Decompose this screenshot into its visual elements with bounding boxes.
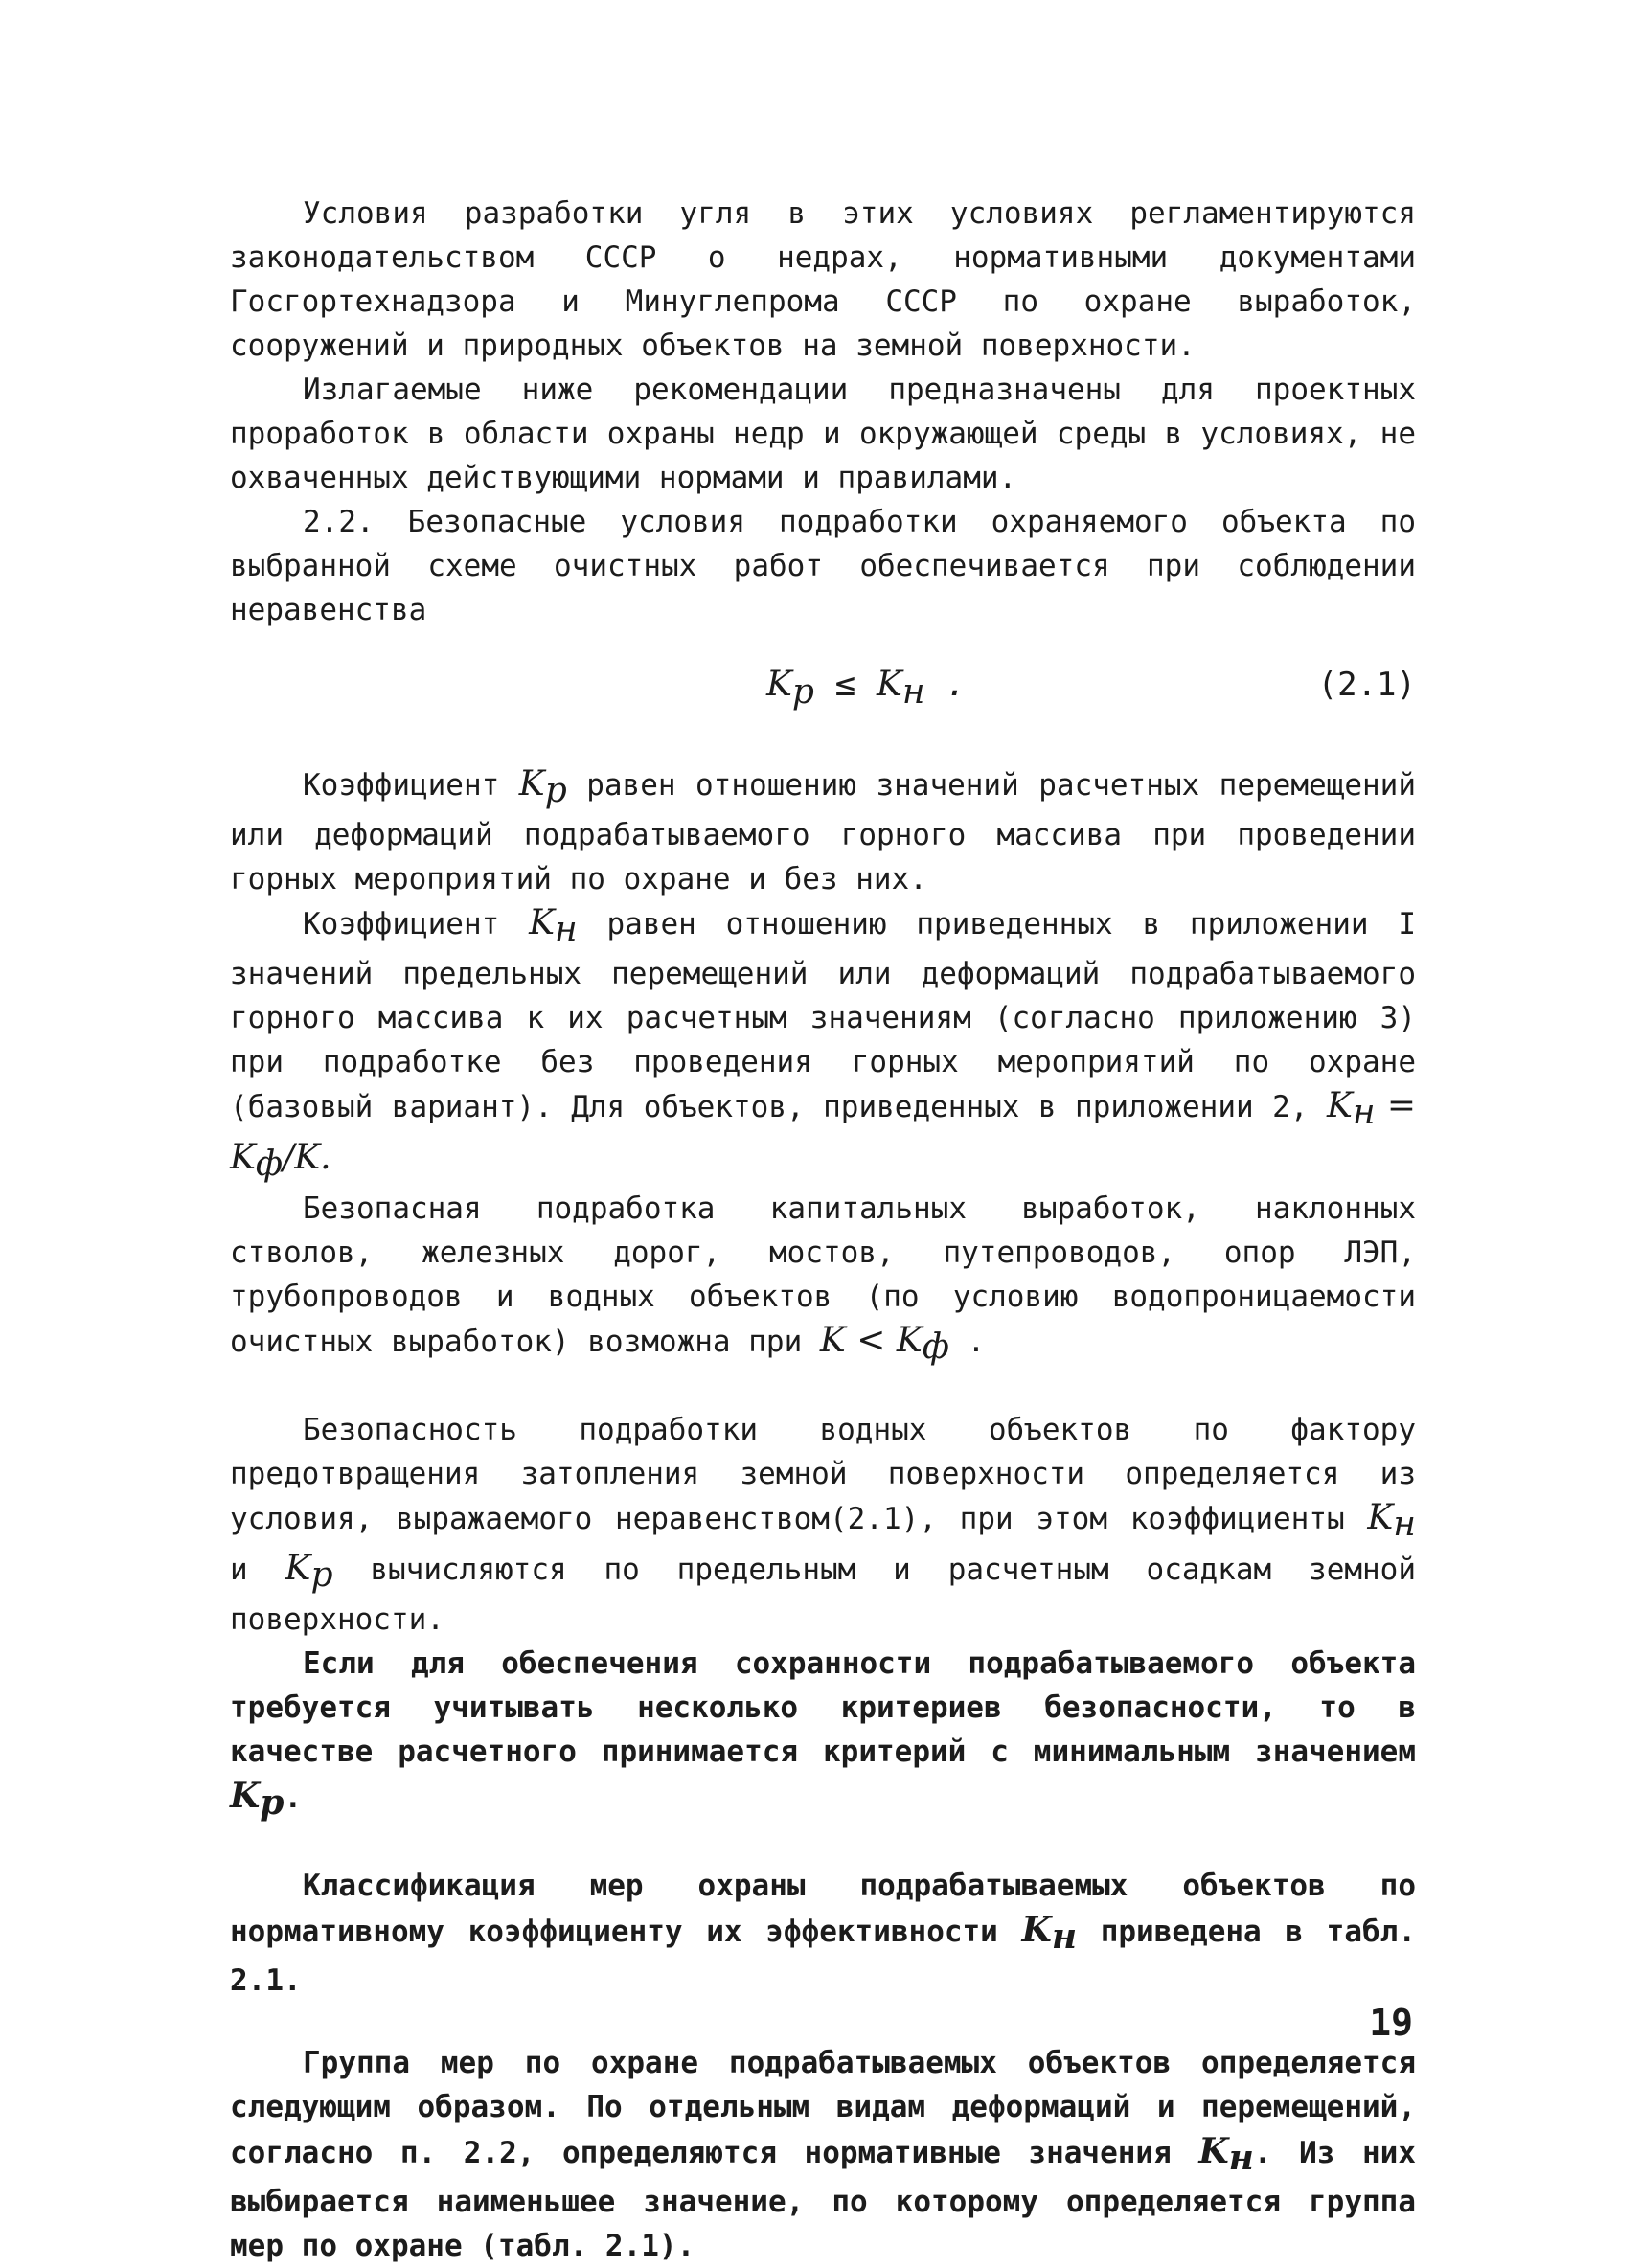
body-text: [230, 192, 1416, 2268]
paragraph-kp-definition: Коэффициент $K_p$ равен отношению значений расчетных перемещений или деформаций подрабатываемого горного массива при проведении горных мероприятий по охране и без них.: [230, 764, 1416, 897]
formula-expression: $K_p \le K_н$ .: [766, 665, 968, 713]
formula-2-1: [230, 653, 1416, 730]
page-number: 19: [1369, 2002, 1413, 2044]
paragraph-group-determination: Группа мер по охране подрабатываемых объектов определяется следующим образом. По отдельным видам деформаций и перемещений, согласно п. 2.2, определяются нормативные значения $K_н$. Из них выбирается наименьшее значение, по которому определяется группа мер по охране (табл. 2.1).: [230, 2045, 1417, 2263]
paragraph-kn-definition: Коэффициент $K_н$ равен отношению приведенных в приложении I значений предельных перемещений или деформаций подрабатываемого горного массива к их расчетным значениям (согласно приложению 3) при подработке без проведения горных мероприятий по охране (базовый вариант). Для объектов, приведенных в приложении 2, $K_н = K_ф/K$.: [230, 903, 1416, 1184]
paragraph-safe-conditions: 2.2. Безопасные условия подработки охраняемого объекта по выбранной схеме очистных работ обеспечивается при соблюдении неравенства: [230, 505, 1416, 627]
paragraph-multiple-criteria: Если для обеспечения сохранности подрабатываемого объекта требуется учитывать несколько критериев безопасности, то в качестве расчетного принимается критерий с минимальным значением $K_p$.: [230, 1646, 1416, 1824]
equation-number: (2.1): [1317, 666, 1416, 704]
paragraph-legislation: Условия разработки угля в этих условиях регламентируются законодательством СССР о недрах, нормативными документами Госгортехнадзора и Минуглепрома СССР по охране выработок, сооружений и природных объектов на земной поверхности.: [230, 196, 1416, 363]
paragraph-recommendations: Излагаемые ниже рекомендации предназначены для проектных проработок в области охраны недр и окружающей среды в условиях, не охваченных действующими нормами и правилами.: [230, 373, 1416, 495]
paragraph-water-objects: Безопасность подработки водных объектов по фактору предотвращения затопления земной поверхности определяется из условия, выражаемого неравенством(2.1), при этом коэффициенты $K_н$ и $K_p$ вычисляются по предельным и расчетным осадкам земной поверхности.: [230, 1412, 1417, 1638]
paragraph-classification: Классификация мер охраны подрабатываемых объектов по нормативному коэффициенту их эффективности $K_н$ приведена в табл. 2.1.: [230, 1868, 1416, 1998]
paragraph-capital-workings: Безопасная подработка капитальных выработок, наклонных стволов, железных дорог, мостов, путепроводов, опор ЛЭП, трубопроводов и водных объектов (по условию водопроницаемости очистных выработок) возможна при $K < K_ф$ .: [230, 1191, 1416, 1367]
